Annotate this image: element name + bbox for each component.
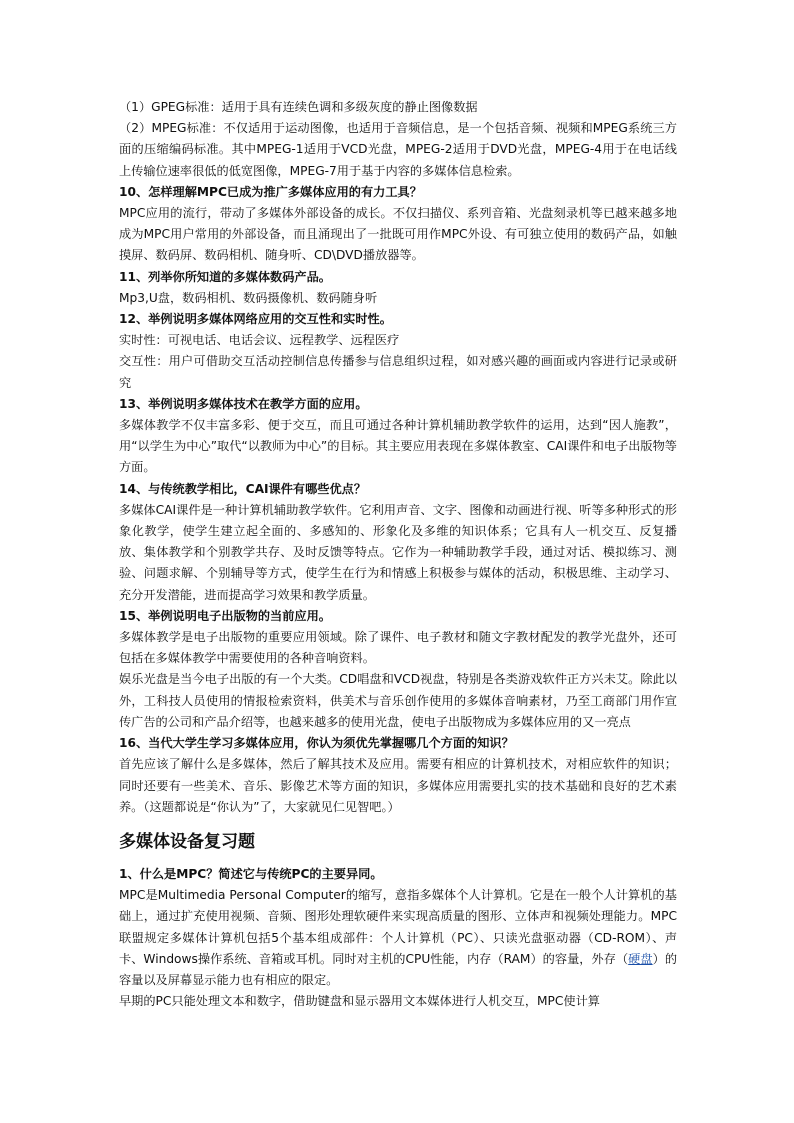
answer-mpc-1 <box>119 885 677 991</box>
question-14: 14、与传统教学相比，CAI课件有哪些优点？ <box>119 481 367 496</box>
question-15: 15、举例说明电子出版物的当前应用。 <box>119 608 331 623</box>
paragraph-mpeg: （2）MPEG标准：不仅适用于运动图像，也适用于音频信息，是一个包括音频、视频和MPEG系统三方面的压缩编码标准。其中MPEG-1适用于VCD光盘，MPEG-2适用于DVD光盘，MPEG-4用于在电话线上传输位速率很低的低宽图像，MPEG-7用于基于内容的多媒体信息检索。 <box>119 121 677 178</box>
document-content <box>119 97 677 1012</box>
answer-11: Mp3,U盘，数码相机、数码摄像机、数码随身听 <box>119 290 378 305</box>
answer-12-realtime: 实时性：可视电话、电话会议、远程教学、远程医疗 <box>119 333 400 348</box>
answer-14: 多媒体CAI课件是一种计算机辅助教学软件。它利用声音、文字、图像和动画进行视、听等多种形式的形象化教学，使学生建立起全面的、多感知的、形象化及多维的知识体系；它具有人一机交互、反复播放、集体教学和个别教学共存、及时反馈等特点。它作为一种辅助教学手段，通过对话、模拟练习、测验、问题求解、个别辅导等方式，使学生在行为和情感上积极参与媒体的活动，积极思维、主动学习、充分开发潜能，进而提高学习效果和教学质量。 <box>119 502 677 602</box>
hard-disk-link[interactable]: 硬盘 <box>628 951 653 966</box>
question-12: 12、举例说明多媒体网络应用的交互性和实时性。 <box>119 312 392 327</box>
answer-12-interactive: 交互性：用户可借助交互活动控制信息传播参与信息组织过程，如对感兴趣的画面或内容进行记录或研究 <box>119 354 677 390</box>
question-11: 11、列举你所知道的多媒体数码产品。 <box>119 269 331 284</box>
answer-mpc-1-part2: 早期的PC只能处理文本和数字，借助键盘和显示器用文本媒体进行人机交互，MPC使计算 <box>119 994 600 1009</box>
paragraph-gpeg: （1）GPEG标准：适用于具有连续色调和多级灰度的静止图像数据 <box>119 100 478 114</box>
question-16: 16、当代大学生学习多媒体应用，你认为须优先掌握哪几个方面的知识？ <box>119 736 514 751</box>
answer-10: MPC应用的流行，带动了多媒体外部设备的成长。不仅扫描仪、系列音箱、光盘刻录机等已越来越多地成为MPC用户常用的外部设备，而且涌现出了一批既可用作MPC外设、有可独立使用的数码产品，如触摸屏、数码屏、数码相机、随身听、CD\DVD播放器等。 <box>119 206 677 263</box>
answer-mpc-1-text: MPC是Multimedia Personal Computer的缩写，意指多媒体个人计算机。它是在一般个人计算机的基础上，通过扩充使用视频、音频、图形处理软硬件来实现高质量的图形、立体声和视频处理能力。MPC联盟规定多媒体计算机包括5个基本组成部件：个人计算机（PC）、只读光盘驱动器（CD-ROM）、声卡、Windows操作系统、音箱或耳机。同时对主机的CPU性能，内存（RAM）的容量，外存（ <box>119 888 677 966</box>
answer-mpc-1-after: ）的容量以及屏幕显示能力也有相应的限定。 <box>119 951 678 987</box>
answer-15-part2: 娱乐光盘是当今电子出版的有一个大类。CD唱盘和VCD视盘，特别是各类游戏软件正方兴未艾。除此以外，工科技人员使用的情报检索资料，供美术与音乐创作使用的多媒体音响素材，乃至工商部门用作宣传广告的公司和产品介绍等，也越来越多的使用光盘，使电子出版物成为多媒体应用的又一亮点 <box>119 672 677 729</box>
question-13: 13、举例说明多媒体技术在教学方面的应用。 <box>119 396 368 411</box>
answer-13: 多媒体教学不仅丰富多彩、便于交互，而且可通过各种计算机辅助教学软件的运用，达到“因人施教”，用“以学生为中心”取代“以教师为中心”的目标。其主要应用表现在多媒体教室、CAI课件和电子出版物等方面。 <box>119 418 677 475</box>
question-10: 10、怎样理解MPC已成为推广多媒体应用的有力工具？ <box>119 184 422 199</box>
question-mpc-1: 1、什么是MPC？简述它与传统PC的主要异同。 <box>119 866 383 881</box>
answer-15-part1: 多媒体教学是电子出版物的重要应用领域。除了课件、电子教材和随文字教材配发的教学光盘外，还可包括在多媒体教学中需要使用的各种音响资料。 <box>119 630 677 666</box>
answer-16: 首先应该了解什么是多媒体，然后了解其技术及应用。需要有相应的计算机技术，对相应软件的知识；同时还要有一些美术、音乐、影像艺术等方面的知识，多媒体应用需要扎实的技术基础和良好的艺术素养。（这题都说是“你认为”了，大家就见仁见智吧。） <box>119 757 677 814</box>
section-title: 多媒体设备复习题 <box>119 831 255 852</box>
